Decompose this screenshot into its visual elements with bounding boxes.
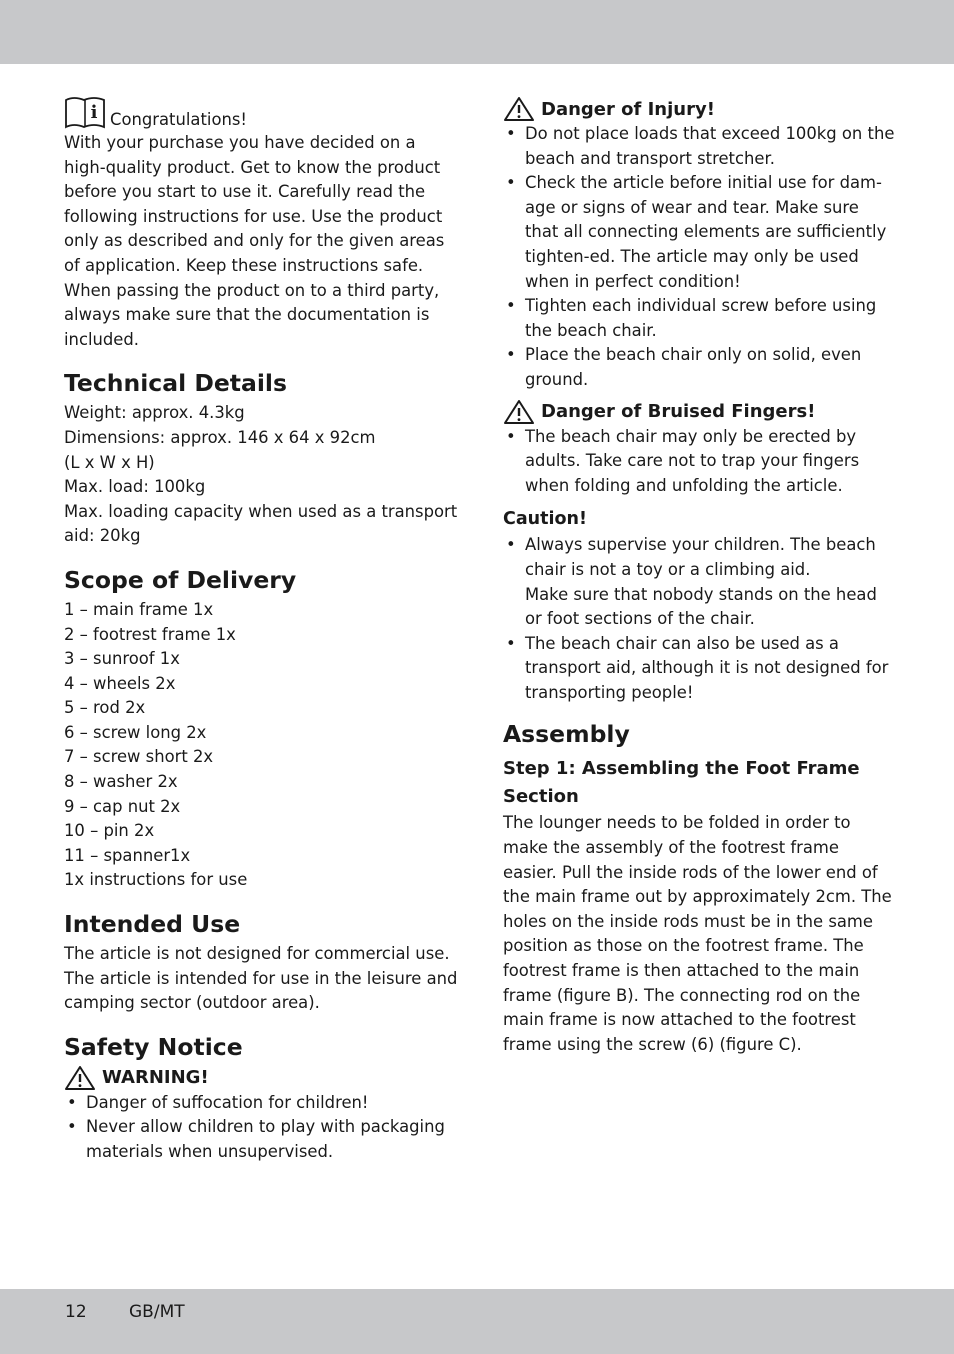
danger-fingers-heading: Danger of Bruised Fingers! (541, 401, 816, 423)
list-item: 1x instructions for use (64, 870, 248, 890)
svg-text:i: i (90, 102, 98, 123)
caution-item-text: The beach chair can also be used as a transport aid, although it is not designed for transporting people! (525, 633, 889, 702)
intro-body: With your purchase you have decided on a high-quality product. Get to know the product before you start to use it. Carefully read the following instructions for use. Use the product only as described and only for the given areas of application. Keep these instructions safe. When passing the product on to a third party, always make sure that the documentation is included. (64, 133, 445, 349)
header-bar (0, 0, 954, 64)
list-item: 5 – rod 2x (64, 698, 146, 718)
page-number: 12 (65, 1302, 87, 1322)
list-item: 6 – screw long 2x (64, 722, 207, 742)
safety-notice-title: Safety Notice (64, 1032, 243, 1061)
danger-fingers-list (503, 425, 895, 499)
list-item: • Check the article before initial use for dam-age or signs of wear and tear. Make sure that all connecting elements are sufficiently tighten-ed. The article may only be used when in perfect condition! (503, 171, 895, 294)
list-item: • Tighten each individual screw before using the beach chair. (503, 294, 895, 343)
assembly-title: Assembly (503, 720, 630, 749)
list-item: 2 – footrest frame 1x (64, 624, 236, 644)
tech-line: Max. loading capacity when used as a transport aid: 20kg (64, 501, 458, 546)
list-item: 3 – sunroof 1x (64, 649, 180, 669)
danger-fingers-heading-row (503, 399, 895, 425)
page-language: GB/MT (129, 1302, 185, 1322)
list-item: • Danger of suffocation for children! (64, 1091, 458, 1116)
list-item: • Place the beach chair only on solid, even ground. (503, 343, 895, 392)
caution-list (503, 533, 895, 705)
right-column (503, 96, 895, 1057)
tech-line: Weight: approx. 4.3kg (64, 403, 245, 423)
list-item (503, 533, 895, 631)
danger-injury-heading: Danger of Injury! (541, 98, 715, 120)
list-item: 7 – screw short 2x (64, 747, 214, 767)
warning-heading-row (64, 1065, 458, 1091)
list-item: • Never allow children to play with packaging materials when unsupervised. (64, 1115, 458, 1164)
left-column (64, 96, 458, 1165)
warning-list (64, 1091, 458, 1165)
tech-line: Max. load: 100kg (64, 477, 206, 497)
warning-triangle-icon (64, 1065, 96, 1091)
step1-title: Step 1: Assembling the Foot Frame Section (503, 758, 860, 808)
list-item: 4 – wheels 2x (64, 673, 176, 693)
list-item: 1 – main frame 1x (64, 599, 214, 619)
info-book-icon (64, 96, 106, 130)
list-item: 8 – washer 2x (64, 772, 178, 792)
list-item: 10 – pin 2x (64, 821, 155, 841)
step1-body: The lounger needs to be folded in order to make the assembly of the footrest frame easier. Pull the inside rods of the lower end of the main frame out by approximately 2cm. The holes on the inside rods must be in the same position as those on the footrest frame. The footrest frame is then attached to the main frame (figure B). The connecting rod on the main frame is now attached to the footrest frame using the screw (6) (figure C). (503, 813, 892, 1054)
caution-heading: Caution! (503, 509, 587, 530)
caution-item-text: Always supervise your children. The beach chair is not a toy or a climbing aid. (525, 535, 876, 579)
tech-line: (L x W x H) (64, 452, 155, 472)
technical-details-list (64, 401, 458, 549)
warning-heading: WARNING! (102, 1067, 209, 1089)
technical-details-title: Technical Details (64, 369, 287, 398)
scope-of-delivery-title: Scope of Delivery (64, 565, 297, 594)
list-item: • The beach chair may only be erected by adults. Take care not to trap your fingers when folding and unfolding the article. (503, 425, 895, 499)
intended-use-title: Intended Use (64, 910, 241, 939)
intro-heading-row (64, 96, 458, 130)
warning-triangle-icon (503, 399, 535, 425)
scope-list (64, 598, 458, 893)
list-item: 11 – spanner1x (64, 845, 191, 865)
list-item (503, 632, 895, 706)
intro-heading: Congratulations! (110, 110, 247, 129)
list-item: 9 – cap nut 2x (64, 796, 181, 816)
danger-injury-heading-row (503, 96, 895, 122)
caution-item-extra: Make sure that nobody stands on the head or foot sections of the chair. (525, 584, 877, 629)
intended-use-body: The article is not designed for commercial use. The article is intended for use in the leisure and camping sector (outdoor area). (64, 944, 458, 1013)
warning-triangle-icon (503, 96, 535, 122)
danger-injury-list (503, 122, 895, 393)
list-item: • Do not place loads that exceed 100kg on the beach and transport stretcher. (503, 122, 895, 171)
tech-line: Dimensions: approx. 146 x 64 x 92cm (64, 427, 376, 447)
